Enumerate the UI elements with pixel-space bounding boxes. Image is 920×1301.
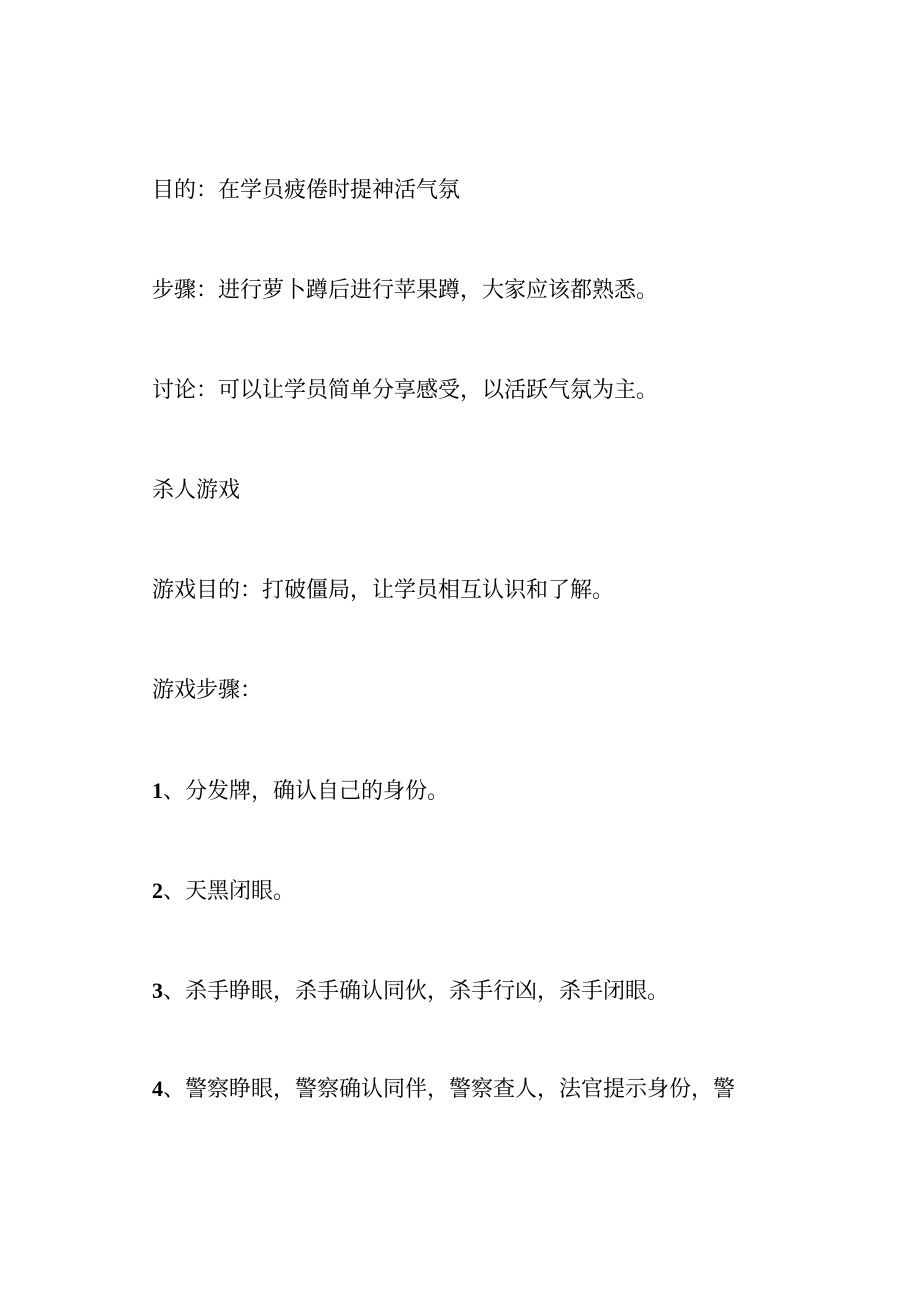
step-number: 4 (152, 1076, 163, 1101)
step-text: 、分发牌，确认自己的身份。 (163, 779, 450, 804)
step-text: 、警察睁眼，警察确认同伴，警察查人，法官提示身份，警 (163, 1077, 736, 1102)
list-item-step-4 (152, 1074, 735, 1105)
list-item-step-1 (152, 776, 449, 807)
purpose-line: 目的：在学员疲倦时提神活气氛 (152, 178, 461, 203)
step-number: 1 (152, 778, 163, 803)
step-text: 、天黑闭眼。 (163, 879, 296, 904)
game-title: 杀人游戏 (152, 478, 241, 503)
step-number: 2 (152, 878, 163, 903)
steps-line: 步骤：进行萝卜蹲后进行苹果蹲，大家应该都熟悉。 (152, 278, 659, 303)
game-purpose-line: 游戏目的：打破僵局，让学员相互认识和了解。 (152, 578, 615, 603)
discussion-line: 讨论：可以让学员简单分享感受，以活跃气氛为主。 (152, 378, 659, 403)
list-item-step-2 (152, 876, 295, 907)
step-number: 3 (152, 978, 163, 1003)
step-text: 、杀手睁眼，杀手确认同伙，杀手行凶，杀手闭眼。 (163, 979, 670, 1004)
game-steps-heading: 游戏步骤： (152, 678, 263, 703)
list-item-step-3 (152, 976, 669, 1007)
